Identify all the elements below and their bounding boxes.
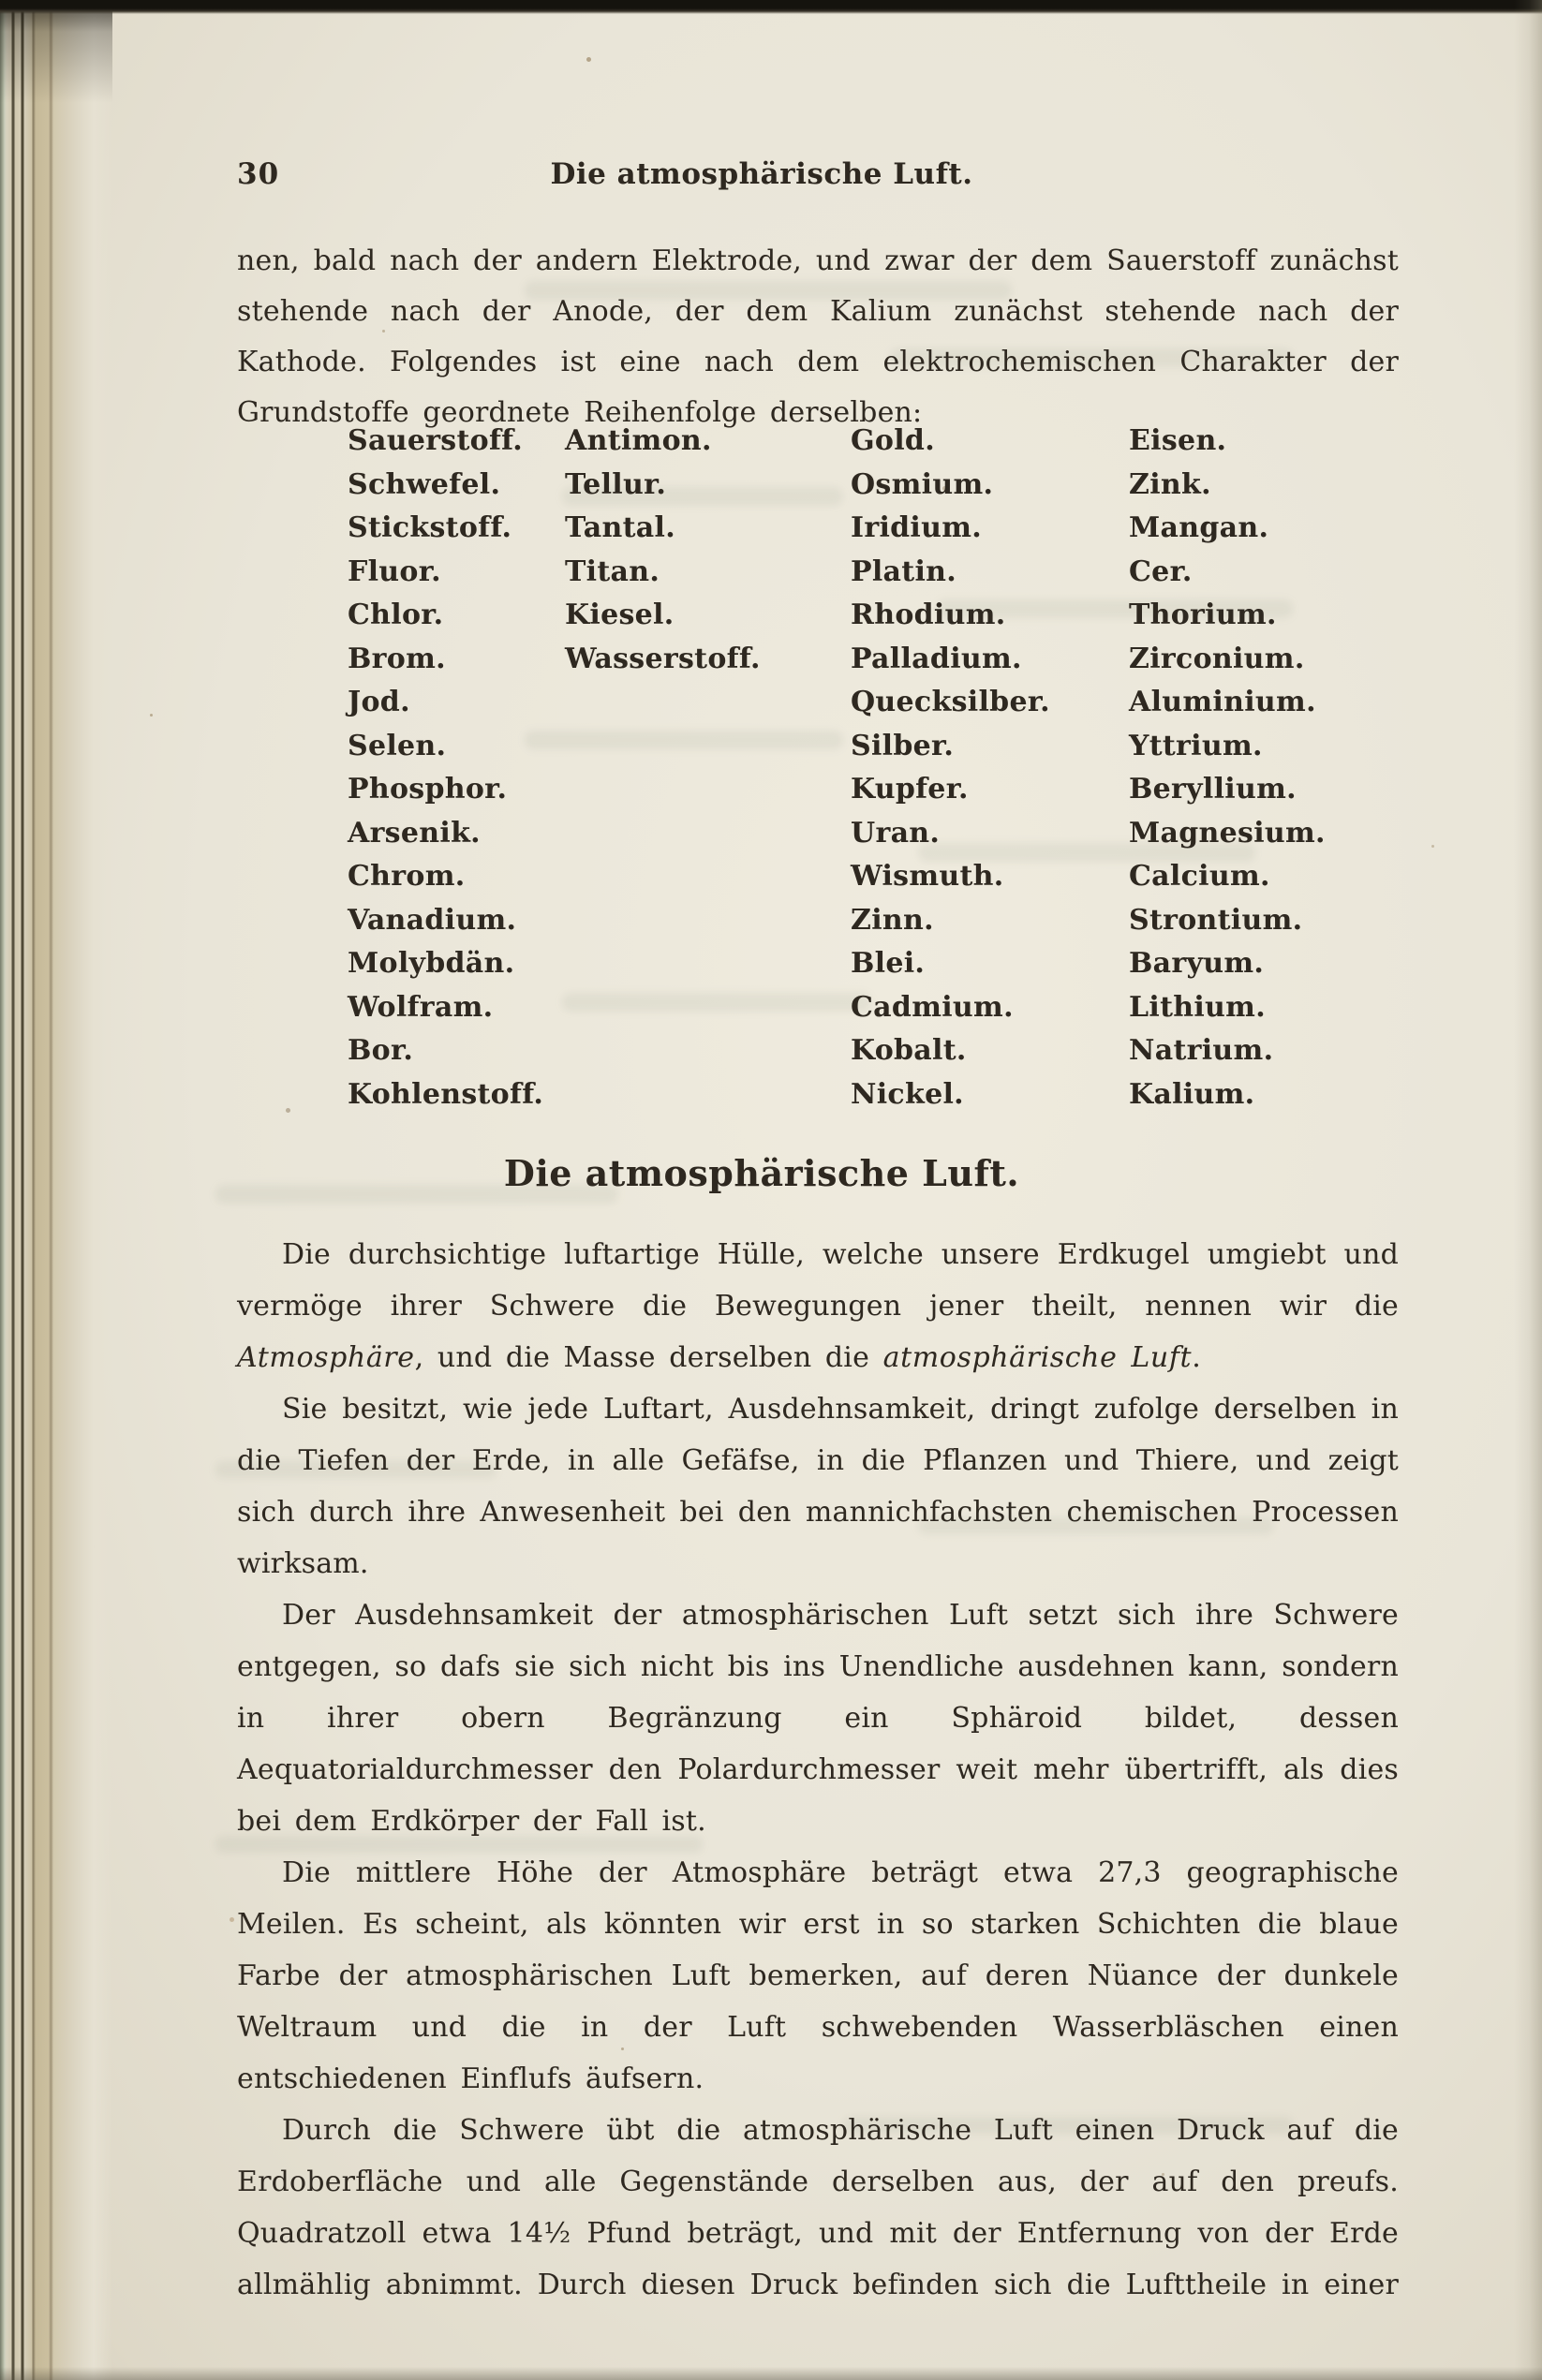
element-item: Cadmium. <box>851 990 1014 1024</box>
element-item: Silber. <box>851 729 955 762</box>
element-item: Iridium. <box>851 511 983 544</box>
type-area <box>237 0 1399 2380</box>
element-item: Magnesium. <box>1129 816 1326 850</box>
paragraph-segment: Sie besitzt, wie jede Luftart, Ausdehnsamkeit, dringt zufolge derselben in die Tiefen der Erde, in alle Gefäfse, in die Pflanzen und Thiere, und zeigt sich durch ihre Anwesenheit bei den mannichfachsten chemischen Processen wirksam. <box>237 1393 1399 1580</box>
element-item: Aluminium. <box>1129 686 1316 718</box>
element-item: Palladium. <box>851 642 1022 675</box>
element-item: Brom. <box>348 642 446 675</box>
element-item: Uran. <box>851 816 941 850</box>
element-item: Kiesel. <box>565 599 675 631</box>
element-column <box>348 420 565 1116</box>
section-paragraph <box>237 1383 1399 1589</box>
section-paragraph <box>237 1847 1399 2105</box>
element-item: Zinn. <box>851 903 934 937</box>
element-item: Zink. <box>1129 467 1211 501</box>
element-item: Kupfer. <box>851 773 969 806</box>
element-item: Beryllium. <box>1129 773 1297 806</box>
element-item: Osmium. <box>851 467 994 501</box>
intro-paragraph: nen, bald nach der andern Elektrode, und zwar der dem Sauerstoff zunächst stehende nach der Anode, der dem Kalium zunächst stehende nach der Kathode. Folgendes ist eine nach dem elektrochemischen Charakter der Grundstoffe geordnete Reihenfolge derselben: <box>237 244 1399 429</box>
element-item: Jod. <box>348 686 410 718</box>
paragraph-segment: . <box>1192 1341 1201 1374</box>
element-column <box>851 420 1129 1116</box>
element-item: Fluor. <box>348 554 441 588</box>
element-item: Strontium. <box>1129 903 1303 937</box>
element-item: Rhodium. <box>851 599 1006 631</box>
paragraph-segment: atmosphärische Luft <box>882 1341 1193 1374</box>
element-item: Arsenik. <box>348 816 481 850</box>
element-item: Yttrium. <box>1129 729 1263 762</box>
element-item: Natrium. <box>1129 1034 1274 1067</box>
element-item: Kobalt. <box>851 1034 967 1067</box>
page-number: 30 <box>237 157 280 191</box>
element-item: Kalium. <box>1129 1077 1255 1111</box>
element-item: Thorium. <box>1129 599 1277 631</box>
element-item: Baryum. <box>1129 947 1265 980</box>
element-column <box>565 420 851 1116</box>
section-paragraph <box>237 1589 1399 1847</box>
element-column <box>1129 420 1399 1116</box>
element-item: Tantal. <box>565 511 675 544</box>
section-paragraphs <box>237 1229 1399 2311</box>
scan-top-edge <box>0 0 1542 14</box>
intro-paragraph-block <box>237 236 1399 438</box>
scan-bottom-edge <box>0 2367 1542 2380</box>
element-item: Cer. <box>1129 554 1193 588</box>
element-item: Titan. <box>565 554 660 588</box>
element-item: Bor. <box>348 1034 414 1067</box>
element-item: Platin. <box>851 554 957 588</box>
element-item: Selen. <box>348 729 447 762</box>
element-item: Lithium. <box>1129 990 1266 1024</box>
element-item: Gold. <box>851 424 935 457</box>
element-item: Chrom. <box>348 860 466 893</box>
element-item: Nickel. <box>851 1077 964 1111</box>
elements-table <box>348 420 1399 1116</box>
section-heading: Die atmosphärische Luft. <box>503 1152 1020 1194</box>
element-item: Stickstoff. <box>348 511 512 544</box>
element-item: Calcium. <box>1129 860 1270 893</box>
element-item: Vanadium. <box>348 903 517 937</box>
element-item: Mangan. <box>1129 511 1269 544</box>
section-paragraph <box>237 1229 1399 1383</box>
paragraph-segment: Atmosphäre <box>237 1341 415 1374</box>
element-item: Tellur. <box>565 467 667 501</box>
element-item: Quecksilber. <box>851 686 1050 718</box>
book-page-edges <box>0 0 112 2380</box>
page-header <box>237 157 1399 199</box>
element-item: Wasserstoff. <box>565 642 761 675</box>
element-item: Kohlenstoff. <box>348 1077 544 1111</box>
element-item: Antimon. <box>565 424 712 457</box>
element-item: Blei. <box>851 947 926 980</box>
scan-right-edge <box>1514 0 1542 2380</box>
element-item: Molybdän. <box>348 947 515 980</box>
element-item: Wismuth. <box>851 860 1004 893</box>
running-title: Die atmosphärische Luft. <box>550 157 973 191</box>
element-item: Phosphor. <box>348 773 508 806</box>
element-item: Zirconium. <box>1129 642 1305 675</box>
paragraph-segment: Durch die Schwere übt die atmosphärische Luft einen Druck auf die Erdoberfläche und alle Gegenstände derselben aus, der auf den preufs. Quadratzoll etwa 14½ Pfund beträgt, und mit der Entfernung von der Erde allmählig abnimmt. Durch diesen Druck befinden sich die Lufttheile in einer <box>237 2114 1399 2301</box>
paragraph-segment: Die durchsichtige luftartige Hülle, welche unsere Erdkugel umgiebt und vermöge ihrer Schwere die Bewegungen jener theilt, nennen wir die <box>237 1238 1399 1323</box>
section-paragraph <box>237 2105 1399 2311</box>
element-item: Sauerstoff. <box>348 424 524 457</box>
paragraph-segment: Die mittlere Höhe der Atmosphäre beträgt etwa 27,3 geographische Meilen. Es scheint, als könnten wir erst in so starken Schichten die blaue Farbe der atmosphärischen Luft bemerken, auf deren Nüance der dunkele Weltraum und die in der Luft schwebenden Wasserbläschen einen entschiedenen Einflufs äufsern. <box>237 1856 1399 2095</box>
paragraph-segment: Der Ausdehnsamkeit der atmosphärischen Luft setzt sich ihre Schwere entgegen, so dafs sie sich nicht bis ins Unendliche ausdehnen kann, sondern in ihrer obern Begränzung ein Sphäroid bildet, dessen Aequatorialdurchmesser den Polardurchmesser weit mehr übertrifft, als dies bei dem Erdkörper der Fall ist. <box>237 1599 1399 1838</box>
element-item: Chlor. <box>348 599 444 631</box>
paragraph-segment: , und die Masse derselben die <box>414 1341 883 1374</box>
element-item: Wolfram. <box>348 990 494 1024</box>
element-item: Eisen. <box>1129 424 1227 457</box>
element-item: Schwefel. <box>348 467 501 501</box>
